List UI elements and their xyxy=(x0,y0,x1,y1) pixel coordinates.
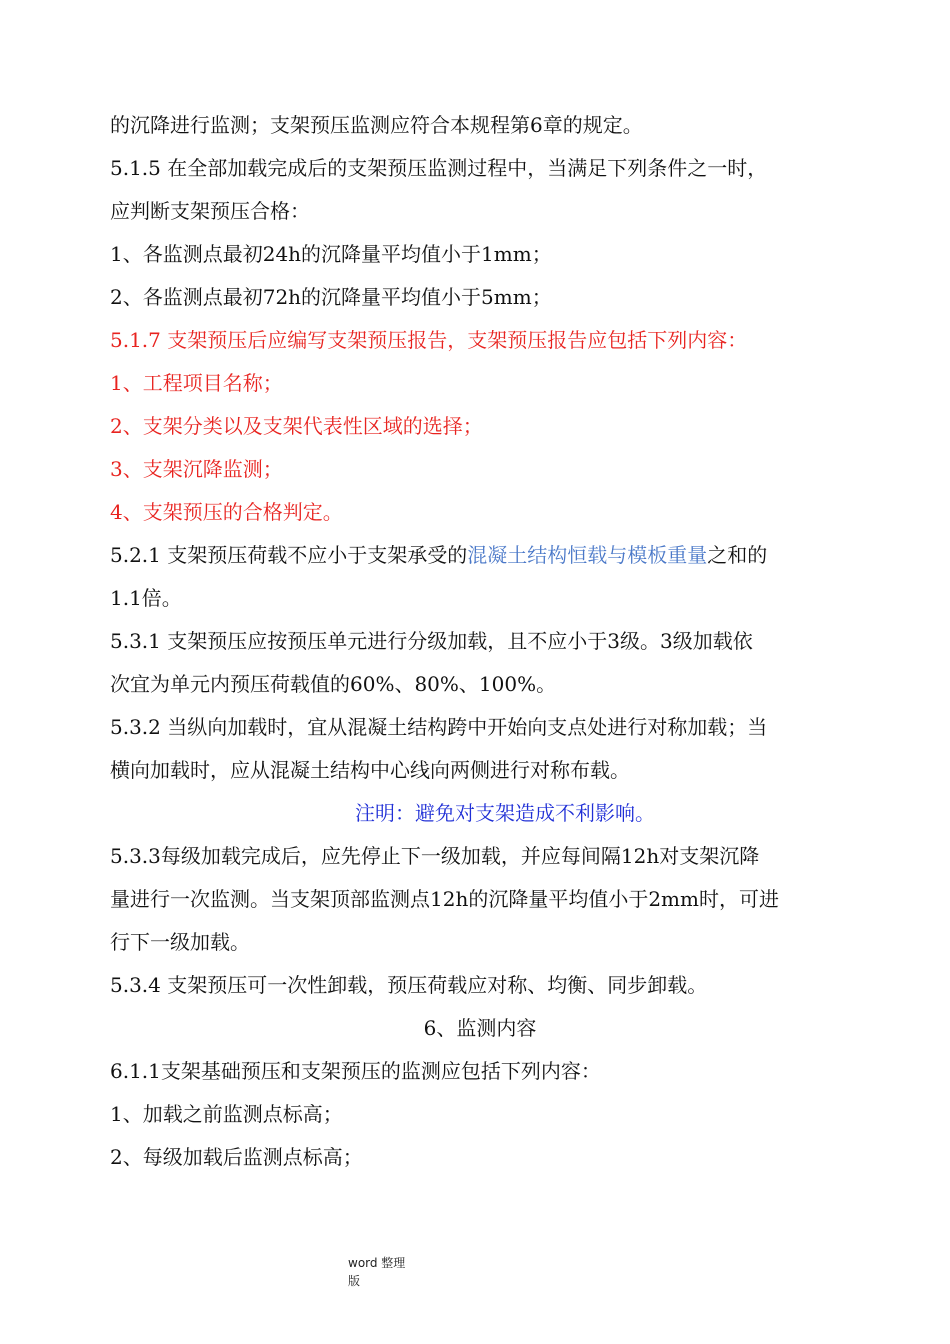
footer-line: 版 xyxy=(348,1274,361,1288)
list-item: 1、加载之前监测点标高； xyxy=(110,1102,343,1126)
clause-text: 5.2.1 支架预压荷载不应小于支架承受的 xyxy=(110,543,468,567)
list-item: 2、支架分类以及支架代表性区域的选择； xyxy=(110,414,483,438)
clause-5-3-2: 5.3.2 当纵向加载时，宜从混凝土结构跨中开始向支点处进行对称加载；当 xyxy=(110,715,768,739)
paragraph-line: 的沉降进行监测；支架预压监测应符合本规程第6章的规定。 xyxy=(110,113,643,137)
clause-6-1-1: 6.1.1支架基础预压和支架预压的监测应包括下列内容： xyxy=(110,1059,601,1083)
paragraph-line: 次宜为单元内预压荷载值的60%、80%、100%。 xyxy=(110,672,557,696)
list-item: 2、各监测点最初72h的沉降量平均值小于5mm； xyxy=(110,285,552,309)
clause-5-3-4: 5.3.4 支架预压可一次性卸载，预压荷载应对称、均衡、同步卸载。 xyxy=(110,973,708,997)
clause-5-2-1 xyxy=(110,534,850,577)
list-item: 4、支架预压的合格判定。 xyxy=(110,500,343,524)
section-heading: 6、监测内容 xyxy=(423,1016,537,1040)
clause-5-3-1: 5.3.1 支架预压应按预压单元进行分级加载，且不应小于3级。3级加载依 xyxy=(110,629,753,653)
clause-5-3-3: 5.3.3每级加载完成后，应先停止下一级加载，并应每间隔12h对支架沉降 xyxy=(110,844,760,868)
paragraph-line: 应判断支架预压合格： xyxy=(110,199,310,223)
clause-text: 之和的 xyxy=(707,543,768,567)
paragraph-line: 1.1倍。 xyxy=(110,586,182,610)
clause-5-1-7: 5.1.7 支架预压后应编写支架预压报告，支架预压报告应包括下列内容： xyxy=(110,328,748,352)
highlighted-term: 混凝土结构恒载与模板重量 xyxy=(467,543,708,567)
footer-line: word 整理 xyxy=(348,1256,406,1270)
list-item: 1、工程项目名称； xyxy=(110,371,283,395)
paragraph-line: 横向加载时，应从混凝土结构中心线向两侧进行对称布载。 xyxy=(110,758,630,782)
document-body xyxy=(110,104,850,1179)
paragraph-line: 量进行一次监测。当支架顶部监测点12h的沉降量平均值小于2mm时，可进 xyxy=(110,887,779,911)
list-item: 2、每级加载后监测点标高； xyxy=(110,1145,363,1169)
clause-5-1-5: 5.1.5 在全部加载完成后的支架预压监测过程中，当满足下列条件之一时， xyxy=(110,156,768,180)
note-line: 注明：避免对支架造成不利影响。 xyxy=(355,801,655,825)
paragraph-line: 行下一级加载。 xyxy=(110,930,250,954)
list-item: 3、支架沉降监测； xyxy=(110,457,283,481)
list-item: 1、各监测点最初24h的沉降量平均值小于1mm； xyxy=(110,242,552,266)
page-footer xyxy=(348,1254,428,1290)
